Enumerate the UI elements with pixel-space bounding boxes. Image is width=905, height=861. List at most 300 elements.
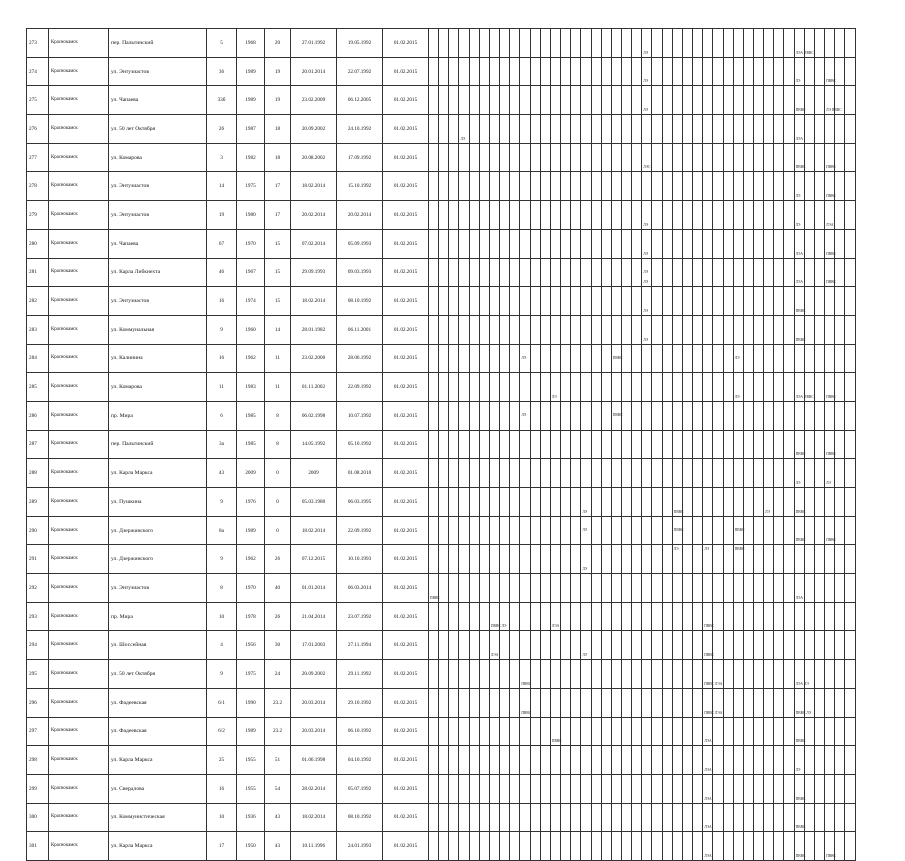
empty-cell	[672, 287, 682, 316]
cell-city: Краснокамск	[49, 229, 109, 258]
empty-cell	[449, 631, 459, 660]
cell-mark: ПВВС ЛЭА	[704, 681, 723, 686]
cell-d2: 29.11.1992	[337, 660, 383, 689]
empty-cell	[550, 459, 560, 488]
mark-cell	[672, 488, 682, 517]
cell-mark: ПВВС	[795, 853, 806, 858]
empty-cell	[489, 373, 499, 402]
empty-cell	[591, 545, 601, 574]
cell-mark: ЛЭА	[704, 796, 712, 801]
empty-cell	[500, 516, 510, 545]
cell-addr: ул. Шоссейная	[109, 631, 207, 660]
empty-cell	[429, 746, 439, 775]
empty-cell	[754, 86, 764, 115]
empty-cell	[591, 57, 601, 86]
cell-house: 9	[207, 488, 237, 517]
empty-cell	[764, 258, 774, 287]
empty-cell	[510, 574, 520, 603]
empty-cell	[561, 143, 571, 172]
empty-cell	[814, 574, 824, 603]
empty-cell	[845, 401, 855, 430]
empty-cell	[652, 86, 662, 115]
empty-cell	[439, 86, 449, 115]
empty-cell	[682, 430, 692, 459]
empty-cell	[814, 688, 824, 717]
mark-cell	[733, 344, 743, 373]
empty-cell	[672, 746, 682, 775]
empty-cell	[703, 459, 713, 488]
empty-cell	[784, 746, 794, 775]
empty-cell	[662, 373, 672, 402]
cell-addr: ул. Карла Маркса	[109, 832, 207, 861]
empty-cell	[520, 143, 530, 172]
cell-house: 3	[207, 143, 237, 172]
empty-cell	[814, 803, 824, 832]
mark-cell	[520, 344, 530, 373]
empty-cell	[489, 832, 499, 861]
empty-cell	[561, 287, 571, 316]
empty-cell	[449, 488, 459, 517]
empty-cell	[581, 602, 591, 631]
empty-cell	[733, 631, 743, 660]
empty-cell	[459, 258, 469, 287]
empty-cell	[581, 459, 591, 488]
cell-year: 1980	[237, 201, 265, 230]
empty-cell	[825, 803, 835, 832]
empty-cell	[713, 459, 723, 488]
empty-cell	[591, 344, 601, 373]
table-row	[27, 430, 856, 459]
empty-cell	[723, 717, 733, 746]
mark-cell	[733, 373, 743, 402]
empty-cell	[621, 258, 631, 287]
table-row	[27, 631, 856, 660]
empty-cell	[845, 545, 855, 574]
cell-d1: 18.02.2014	[291, 287, 337, 316]
empty-cell	[571, 717, 581, 746]
cell-mark: ЛЭ	[795, 194, 801, 199]
empty-cell	[571, 57, 581, 86]
empty-cell	[520, 631, 530, 660]
empty-cell	[479, 201, 489, 230]
cell-mark: ЛЭ	[643, 337, 649, 342]
cell-d3: 01.02.2015	[383, 459, 429, 488]
empty-cell	[814, 86, 824, 115]
empty-cell	[510, 660, 520, 689]
mark-cell	[642, 315, 652, 344]
cell-d2: 20.02.2014	[337, 201, 383, 230]
empty-cell	[571, 373, 581, 402]
empty-cell	[804, 430, 814, 459]
empty-cell	[693, 574, 703, 603]
mark-cell	[794, 459, 804, 488]
empty-cell	[632, 373, 642, 402]
cell-city: Краснокамск	[49, 717, 109, 746]
cell-d3: 01.02.2015	[383, 258, 429, 287]
cell-mark: ПВВС	[673, 527, 684, 532]
empty-cell	[642, 430, 652, 459]
cell-pct: 19	[265, 57, 291, 86]
empty-cell	[825, 315, 835, 344]
empty-cell	[743, 688, 753, 717]
cell-mark: ЛЭ	[521, 412, 527, 417]
empty-cell	[510, 717, 520, 746]
cell-city: Краснокамск	[49, 287, 109, 316]
empty-cell	[439, 229, 449, 258]
cell-house: 6	[207, 401, 237, 430]
empty-cell	[459, 459, 469, 488]
empty-cell	[510, 229, 520, 258]
empty-cell	[825, 774, 835, 803]
empty-cell	[703, 86, 713, 115]
cell-mark: ПВВС	[795, 796, 806, 801]
empty-cell	[713, 229, 723, 258]
cell-house: 10	[207, 803, 237, 832]
cell-d2: 06.11.2001	[337, 315, 383, 344]
cell-d1: 28.02.2014	[291, 774, 337, 803]
empty-cell	[784, 172, 794, 201]
empty-cell	[754, 660, 764, 689]
cell-addr: пр. Мира	[109, 602, 207, 631]
empty-cell	[581, 688, 591, 717]
cell-n: 273	[27, 29, 49, 58]
empty-cell	[520, 86, 530, 115]
cell-mark: ЛЭ	[582, 527, 588, 532]
empty-cell	[754, 344, 764, 373]
empty-cell	[489, 545, 499, 574]
cell-mark: ПВВС	[551, 739, 562, 744]
empty-cell	[439, 172, 449, 201]
empty-cell	[611, 29, 621, 58]
mark-cell	[733, 545, 743, 574]
empty-cell	[601, 115, 611, 144]
empty-cell	[540, 516, 550, 545]
empty-cell	[540, 287, 550, 316]
empty-cell	[672, 57, 682, 86]
empty-cell	[743, 832, 753, 861]
empty-cell	[632, 344, 642, 373]
empty-cell	[672, 315, 682, 344]
empty-cell	[459, 143, 469, 172]
empty-cell	[642, 545, 652, 574]
mark-cell	[825, 430, 835, 459]
empty-cell	[520, 315, 530, 344]
cell-mark: ПВВС	[795, 108, 806, 113]
cell-d1: 21.04.2014	[291, 602, 337, 631]
empty-cell	[693, 803, 703, 832]
empty-cell	[449, 143, 459, 172]
empty-cell	[652, 115, 662, 144]
cell-pct: 26	[265, 602, 291, 631]
empty-cell	[774, 832, 784, 861]
cell-pct: 18	[265, 143, 291, 172]
cell-mark: ЛЭА ЛЭ	[795, 681, 809, 686]
empty-cell	[469, 172, 479, 201]
empty-cell	[632, 287, 642, 316]
cell-d2: 09.03.1993	[337, 258, 383, 287]
empty-cell	[662, 86, 672, 115]
empty-cell	[601, 315, 611, 344]
empty-cell	[672, 86, 682, 115]
mark-cell	[794, 172, 804, 201]
empty-cell	[774, 459, 784, 488]
empty-cell	[540, 488, 550, 517]
empty-cell	[550, 315, 560, 344]
empty-cell	[520, 774, 530, 803]
empty-cell	[489, 57, 499, 86]
empty-cell	[429, 488, 439, 517]
empty-cell	[611, 373, 621, 402]
empty-cell	[561, 774, 571, 803]
empty-cell	[804, 229, 814, 258]
empty-cell	[632, 688, 642, 717]
empty-cell	[835, 803, 845, 832]
empty-cell	[530, 660, 540, 689]
empty-cell	[439, 201, 449, 230]
empty-cell	[814, 201, 824, 230]
empty-cell	[479, 832, 489, 861]
empty-cell	[693, 488, 703, 517]
empty-cell	[774, 545, 784, 574]
empty-cell	[835, 57, 845, 86]
empty-cell	[459, 344, 469, 373]
table-row	[27, 660, 856, 689]
empty-cell	[601, 803, 611, 832]
empty-cell	[743, 660, 753, 689]
cell-d3: 01.02.2015	[383, 631, 429, 660]
empty-cell	[804, 115, 814, 144]
empty-cell	[540, 344, 550, 373]
empty-cell	[621, 172, 631, 201]
empty-cell	[743, 201, 753, 230]
empty-cell	[489, 29, 499, 58]
empty-cell	[621, 574, 631, 603]
mark-cell	[550, 602, 560, 631]
empty-cell	[703, 172, 713, 201]
empty-cell	[632, 488, 642, 517]
empty-cell	[693, 86, 703, 115]
empty-cell	[459, 631, 469, 660]
empty-cell	[611, 86, 621, 115]
mark-cell	[794, 660, 809, 689]
empty-cell	[479, 172, 489, 201]
empty-cell	[642, 574, 652, 603]
cell-addr: ул. Дзержинского	[109, 545, 207, 574]
empty-cell	[693, 115, 703, 144]
empty-cell	[479, 459, 489, 488]
cell-city: Краснокамск	[49, 746, 109, 775]
empty-cell	[429, 115, 439, 144]
empty-cell	[581, 315, 591, 344]
empty-cell	[561, 660, 571, 689]
cell-d3: 01.02.2015	[383, 774, 429, 803]
empty-cell	[825, 602, 835, 631]
empty-cell	[500, 86, 510, 115]
cell-mark: ПВВС	[826, 79, 836, 84]
empty-cell	[814, 315, 824, 344]
empty-cell	[469, 143, 479, 172]
empty-cell	[601, 344, 611, 373]
empty-cell	[429, 459, 439, 488]
empty-cell	[814, 258, 824, 287]
empty-cell	[835, 631, 845, 660]
empty-cell	[439, 344, 449, 373]
mark-cell	[642, 86, 652, 115]
empty-cell	[662, 803, 672, 832]
empty-cell	[784, 688, 794, 717]
empty-cell	[743, 143, 753, 172]
empty-cell	[835, 660, 845, 689]
empty-cell	[652, 688, 662, 717]
empty-cell	[439, 574, 449, 603]
empty-cell	[784, 717, 794, 746]
empty-cell	[459, 172, 469, 201]
cell-pct: 0	[265, 488, 291, 517]
cell-mark: ЛЭА	[795, 136, 804, 141]
empty-cell	[479, 717, 489, 746]
mark-cell	[825, 258, 835, 287]
cell-year: 1982	[237, 143, 265, 172]
empty-cell	[835, 746, 845, 775]
empty-cell	[672, 373, 682, 402]
mark-cell	[794, 287, 804, 316]
cell-pct: 43	[265, 832, 291, 861]
empty-cell	[550, 115, 560, 144]
empty-cell	[510, 258, 520, 287]
mark-cell	[794, 373, 814, 402]
empty-cell	[754, 631, 764, 660]
cell-d2: 05.07.1992	[337, 774, 383, 803]
cell-mark: ЛЭ	[643, 108, 649, 113]
empty-cell	[591, 201, 601, 230]
empty-cell	[489, 258, 499, 287]
mark-cell	[794, 717, 804, 746]
empty-cell	[703, 430, 713, 459]
empty-cell	[591, 832, 601, 861]
empty-cell	[835, 516, 845, 545]
mark-cell	[703, 803, 713, 832]
cell-mark: ЛЭА	[704, 825, 712, 830]
empty-cell	[601, 746, 611, 775]
empty-cell	[814, 746, 824, 775]
empty-cell	[581, 574, 591, 603]
empty-cell	[764, 545, 774, 574]
empty-cell	[754, 516, 764, 545]
cell-mark: ЛЭ	[643, 222, 649, 227]
cell-addr: ул. Карла Либкнехта	[109, 258, 207, 287]
empty-cell	[479, 803, 489, 832]
empty-cell	[429, 631, 439, 660]
empty-cell	[794, 401, 804, 430]
empty-cell	[835, 344, 845, 373]
cell-house: 17	[207, 832, 237, 861]
cell-city: Краснокамск	[49, 115, 109, 144]
empty-cell	[774, 688, 784, 717]
empty-cell	[429, 430, 439, 459]
empty-cell	[693, 660, 703, 689]
empty-cell	[571, 344, 581, 373]
empty-cell	[550, 631, 560, 660]
empty-cell	[754, 143, 764, 172]
empty-cell	[540, 832, 550, 861]
empty-cell	[713, 29, 723, 58]
cell-d3: 01.02.2015	[383, 57, 429, 86]
cell-city: Краснокамск	[49, 660, 109, 689]
cell-d1: 18.02.2014	[291, 172, 337, 201]
empty-cell	[550, 201, 560, 230]
empty-cell	[754, 832, 764, 861]
empty-cell	[581, 344, 591, 373]
empty-cell	[784, 488, 794, 517]
empty-cell	[601, 57, 611, 86]
empty-cell	[611, 315, 621, 344]
cell-house: 16	[207, 344, 237, 373]
cell-mark: ЛЭ	[643, 50, 649, 55]
empty-cell	[814, 516, 824, 545]
empty-cell	[571, 430, 581, 459]
cell-mark: ЛЭА	[826, 222, 834, 227]
empty-cell	[469, 803, 479, 832]
cell-d3: 01.02.2015	[383, 229, 429, 258]
empty-cell	[743, 401, 753, 430]
empty-cell	[784, 57, 794, 86]
empty-cell	[632, 115, 642, 144]
empty-cell	[489, 688, 499, 717]
empty-cell	[703, 401, 713, 430]
empty-cell	[520, 832, 530, 861]
cell-addr: ул. Свердлова	[109, 774, 207, 803]
empty-cell	[591, 229, 601, 258]
cell-mark: ЛЭ	[734, 394, 740, 399]
empty-cell	[743, 29, 753, 58]
empty-cell	[510, 401, 520, 430]
empty-cell	[611, 545, 621, 574]
empty-cell	[652, 229, 662, 258]
empty-cell	[672, 172, 682, 201]
empty-cell	[561, 488, 571, 517]
empty-cell	[774, 488, 784, 517]
empty-cell	[500, 29, 510, 58]
empty-cell	[561, 344, 571, 373]
empty-cell	[794, 631, 804, 660]
empty-cell	[693, 287, 703, 316]
mark-cell	[429, 574, 439, 603]
empty-cell	[510, 172, 520, 201]
cell-city: Краснокамск	[49, 201, 109, 230]
empty-cell	[743, 545, 753, 574]
empty-cell	[621, 373, 631, 402]
empty-cell	[774, 373, 784, 402]
cell-n: 289	[27, 488, 49, 517]
empty-cell	[621, 832, 631, 861]
empty-cell	[479, 115, 489, 144]
mark-cell	[794, 86, 804, 115]
empty-cell	[479, 516, 489, 545]
empty-cell	[774, 803, 784, 832]
empty-cell	[561, 459, 571, 488]
empty-cell	[743, 574, 753, 603]
empty-cell	[500, 430, 510, 459]
cell-house: 8a	[207, 516, 237, 545]
empty-cell	[642, 717, 652, 746]
empty-cell	[733, 717, 743, 746]
empty-cell	[814, 717, 824, 746]
empty-cell	[764, 832, 774, 861]
cell-n: 290	[27, 516, 49, 545]
empty-cell	[733, 86, 743, 115]
empty-cell	[530, 832, 540, 861]
empty-cell	[774, 201, 784, 230]
